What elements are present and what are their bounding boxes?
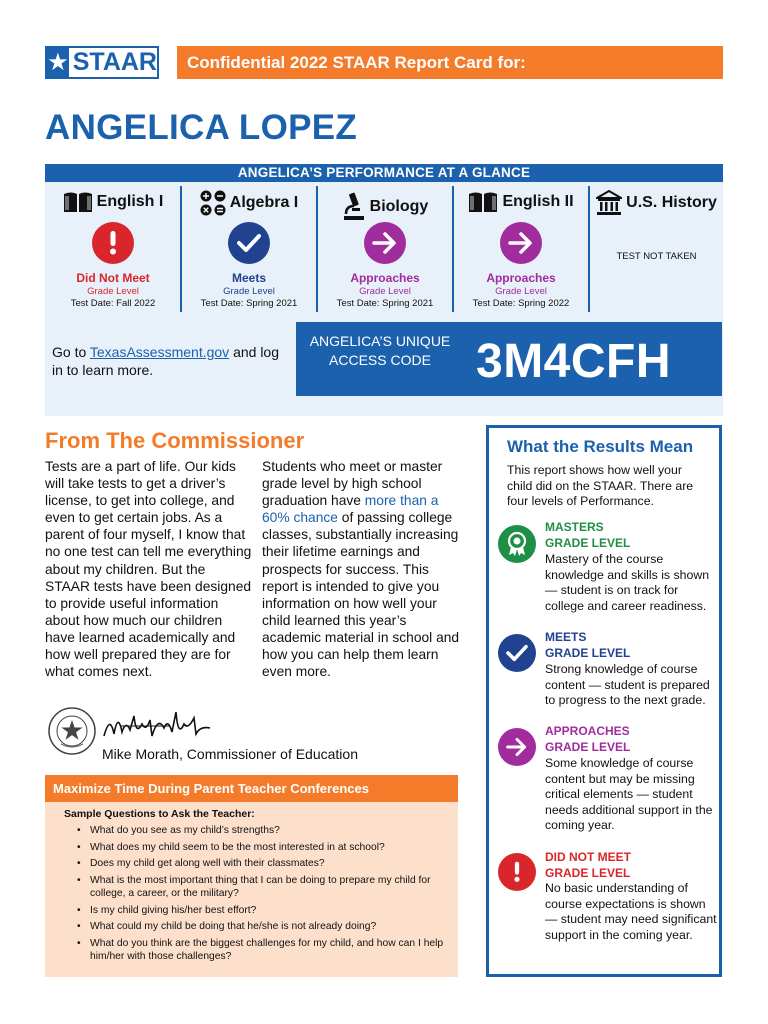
list-item: • What do you see as my child’s strengths? — [75, 824, 455, 838]
test-date: Test Date: Spring 2021 — [336, 298, 434, 309]
grade-level-label: Grade Level — [495, 286, 547, 297]
subjects-row — [45, 182, 723, 312]
book-icon — [63, 190, 93, 214]
subject-name: English II — [502, 193, 574, 210]
subject-algebra-1 — [182, 182, 316, 312]
checkmark-icon — [228, 222, 270, 264]
subject-biology — [318, 182, 452, 312]
result-label: Approaches — [486, 271, 556, 285]
test-not-taken-label: TEST NOT TAKEN — [616, 251, 697, 262]
result-label: Approaches — [350, 271, 420, 285]
building-icon — [596, 190, 622, 216]
list-item: • What could my child be doing that he/she is not already doing? — [75, 920, 455, 934]
signature-icon — [100, 706, 215, 746]
grade-level-label: Grade Level — [223, 286, 275, 297]
level-did-not-meet-description: No basic understanding of course expectations is shown — student may need significant support in the coming year. — [545, 881, 717, 942]
subject-name: Biology — [369, 198, 429, 215]
results-mean-box — [486, 425, 722, 977]
subject-english-1 — [45, 182, 181, 312]
arrow-right-icon — [498, 728, 536, 766]
test-date: Test Date: Spring 2021 — [200, 298, 298, 309]
results-mean-title: What the Results Mean — [507, 437, 694, 456]
microscope-icon — [342, 192, 366, 222]
list-item: • What do you think are the biggest challenges for my child, and how can I help him/her with those challenges? — [75, 937, 455, 964]
star-icon: ★ — [47, 48, 69, 76]
logo-text: STAAR — [72, 48, 157, 76]
subject-us-history — [590, 182, 723, 312]
commissioner-name: Mike Morath, Commissioner of Education — [102, 746, 358, 762]
test-date: Test Date: Spring 2022 — [472, 298, 570, 309]
result-label: Did Not Meet — [76, 271, 150, 285]
parent-teacher-box — [45, 775, 458, 977]
subject-name: U.S. History — [626, 194, 717, 211]
exclamation-icon — [498, 853, 536, 891]
arrow-right-icon — [500, 222, 542, 264]
texas-assessment-link[interactable]: TexasAssessment.gov — [89, 344, 230, 360]
access-code-label: ANGELICA’S UNIQUE ACCESS CODE — [309, 333, 451, 368]
performance-header: ANGELICA’S PERFORMANCE AT A GLANCE — [45, 164, 723, 182]
questions-list — [75, 824, 455, 967]
state-seal-icon — [47, 706, 97, 756]
level-did-not-meet-name: DID NOT MEET GRADE LEVEL — [545, 850, 631, 880]
book-icon — [468, 190, 498, 214]
level-meets-description: Strong knowledge of course content — student is prepared to progress to the next grade. — [545, 662, 710, 707]
result-label: Meets — [231, 271, 266, 285]
highlight-text: more than a 60% chance — [262, 493, 439, 526]
list-item: • What does my child seem to be the most interested in at school? — [75, 841, 455, 855]
commissioner-text-col1: Tests are a part of life. Our kids will take tests to get a driver’s license, to get into college, and even to get certain jobs. As a parent of four myself, I know that no one test can tell me everything about my children. But the STAAR tests have been designed to provide useful information about how much our children have learned academically and how well prepared they are for what comes next. — [45, 459, 252, 680]
level-meets-name: MEETS GRADE LEVEL — [545, 630, 631, 660]
commissioner-text-col2: Students who meet or master grade level by high school graduation have more than a 60% chance of passing college classes, substantially increasing their lifetime earnings and prospects for success. This report is intended to give you information on how well your child learned this year’s academic material in school and how you can help them learn even more. — [262, 459, 460, 680]
level-approaches-name: APPROACHES GRADE LEVEL — [545, 724, 631, 754]
login-instructions: Go to TexasAssessment.gov and log in to learn more. — [52, 344, 280, 378]
exclamation-icon — [92, 222, 134, 264]
results-mean-intro: This report shows how well your child did on the STAAR. There are four levels of Performance. — [507, 463, 694, 508]
list-item: • Is my child giving his/her best effort? — [75, 904, 455, 918]
sample-questions-title: Sample Questions to Ask the Teacher: — [64, 808, 255, 820]
level-approaches-description: Some knowledge of course content but may be missing critical elements — student needs additional support in the coming year. — [545, 756, 713, 832]
parent-teacher-title: Maximize Time During Parent Teacher Conferences — [45, 775, 458, 802]
checkmark-icon — [498, 634, 536, 672]
access-code: 3M4CFH — [476, 335, 672, 388]
arrow-right-icon — [364, 222, 406, 264]
subject-name: Algebra I — [229, 194, 299, 211]
access-code-box — [296, 322, 722, 396]
student-name: ANGELICA LOPEZ — [45, 108, 358, 147]
award-icon — [498, 525, 536, 563]
staar-logo — [45, 46, 159, 79]
test-date: Test Date: Fall 2022 — [70, 298, 156, 309]
report-card-banner: Confidential 2022 STAAR Report Card for: — [177, 46, 723, 79]
math-symbols-icon — [200, 190, 226, 216]
grade-level-label: Grade Level — [87, 286, 139, 297]
subject-name: English I — [96, 193, 164, 210]
list-item: • Does my child get along well with their classmates? — [75, 857, 455, 871]
level-masters-description: Mastery of the course knowledge and skills is shown — student is on track for college and career readiness. — [545, 552, 710, 613]
list-item: • What is the most important thing that I can be doing to prepare my child for college, a career, or the military? — [75, 874, 455, 901]
commissioner-title: From The Commissioner — [45, 428, 305, 453]
subject-english-2 — [454, 182, 588, 312]
grade-level-label: Grade Level — [359, 286, 411, 297]
level-masters-name: MASTERS GRADE LEVEL — [545, 520, 631, 550]
